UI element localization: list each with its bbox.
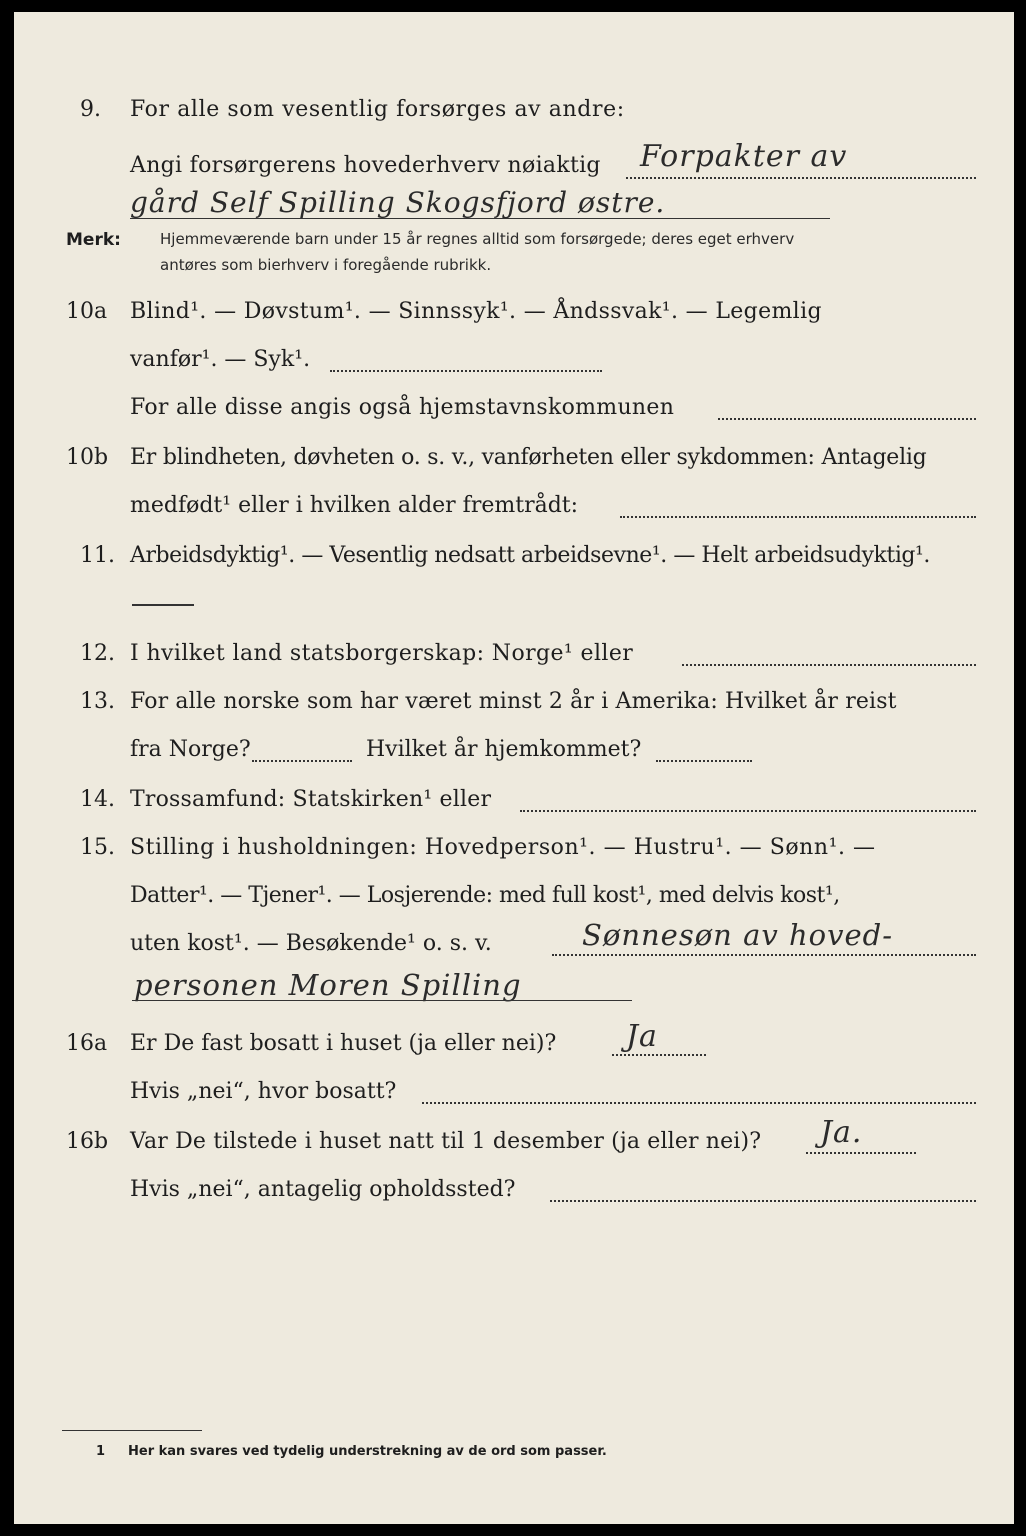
q10a-answer-line xyxy=(330,370,602,372)
q11-line1: Arbeidsdyktig¹. — Vesentlig nedsatt arbeidsevne¹. — Helt arbeidsudyktig¹. xyxy=(130,543,930,568)
q10b-line2: medfødt¹ eller i hvilken alder fremtrådt: xyxy=(130,493,579,518)
item-number-13: 13. xyxy=(80,689,115,714)
q10a-line3: For alle disse angis også hjemstavnskommunen xyxy=(130,395,675,420)
q11-underline xyxy=(132,604,194,606)
q16b-handwritten-answer: Ja. xyxy=(820,1115,863,1150)
q10a-line2: vanfør¹. — Syk¹. xyxy=(130,347,311,372)
q15-line3: uten kost¹. — Besøkende¹ o. s. v. xyxy=(130,931,492,956)
merk-line2: antøres som bierhverv i foregående rubrikk. xyxy=(160,256,492,274)
q13-hjemkommet-line xyxy=(656,760,752,762)
q10a-line1: Blind¹. — Døvstum¹. — Sinnssyk¹. — Åndssvak¹. — Legemlig xyxy=(130,299,822,324)
q15-handwritten-answer-1: Sønnesøn av hoved- xyxy=(582,918,894,952)
q9-answer-line-2 xyxy=(130,218,830,219)
q9-handwritten-answer-1: Forpakter av xyxy=(640,139,848,174)
q15-answer-line xyxy=(552,954,976,956)
item-number-16b: 16b xyxy=(66,1129,109,1154)
item-number-9: 9. xyxy=(80,97,101,122)
q13-line2a: fra Norge? xyxy=(130,737,251,762)
q13-reist-line xyxy=(252,760,352,762)
q10a-kommune-line xyxy=(718,418,976,420)
q9-answer-line xyxy=(626,177,976,179)
q15-answer-line-2 xyxy=(132,1000,632,1001)
item-number-12: 12. xyxy=(80,641,115,666)
q16a-bosatt-line xyxy=(422,1102,976,1104)
item-number-11: 11. xyxy=(80,543,115,568)
footnote-mark: 1 xyxy=(96,1444,106,1459)
footnote-text: Her kan svares ved tydelig understrekning av de ord som passer. xyxy=(128,1444,607,1459)
q15-line1: Stilling i husholdningen: Hovedperson¹. — Hustru¹. — Sønn¹. — xyxy=(130,835,876,860)
merk-label: Merk: xyxy=(66,230,121,250)
q16a-answer-line xyxy=(612,1054,706,1056)
q9-handwritten-answer-2: gård Self Spilling Skogsfjord østre. xyxy=(130,186,666,219)
q13-line1: For alle norske som har været minst 2 år i Amerika: Hvilket år reist xyxy=(130,689,897,714)
q15-line2: Datter¹. — Tjener¹. — Losjerende: med full kost¹, med delvis kost¹, xyxy=(130,883,840,908)
q16b-line2: Hvis „nei“, antagelig opholdssted? xyxy=(130,1177,516,1202)
q16b-answer-line xyxy=(806,1152,916,1154)
q16b-line1: Var De tilstede i huset natt til 1 desember (ja eller nei)? xyxy=(130,1129,762,1154)
q16a-line1: Er De fast bosatt i huset (ja eller nei)? xyxy=(130,1031,557,1056)
q14-answer-line xyxy=(520,810,976,812)
item-number-10a: 10a xyxy=(66,299,108,324)
q14-line1: Trossamfund: Statskirken¹ eller xyxy=(130,787,492,812)
census-form-page xyxy=(14,12,1014,1524)
item-number-14: 14. xyxy=(80,787,115,812)
q9-line2: Angi forsørgerens hovederhverv nøiaktig xyxy=(130,153,601,178)
item-number-15: 15. xyxy=(80,835,115,860)
item-number-10b: 10b xyxy=(66,445,109,470)
q10b-line1: Er blindheten, døvheten o. s. v., vanførheten eller sykdommen: Antagelig xyxy=(130,445,927,470)
q15-handwritten-answer-2: personen Moren Spilling xyxy=(134,968,522,1002)
q16b-opholdssted-line xyxy=(550,1200,976,1202)
q16a-line2: Hvis „nei“, hvor bosatt? xyxy=(130,1079,397,1104)
footnote-rule xyxy=(62,1430,202,1431)
q10b-answer-line xyxy=(620,516,976,518)
merk-line1: Hjemmeværende barn under 15 år regnes alltid som forsørgede; deres eget erhverv xyxy=(160,230,795,248)
q12-line1: I hvilket land statsborgerskap: Norge¹ eller xyxy=(130,641,634,666)
q16a-handwritten-answer: Ja xyxy=(626,1019,658,1054)
q12-answer-line xyxy=(682,664,976,666)
item-number-16a: 16a xyxy=(66,1031,108,1056)
q13-line2b: Hvilket år hjemkommet? xyxy=(366,737,642,762)
q9-line1: For alle som vesentlig forsørges av andre: xyxy=(130,97,625,122)
